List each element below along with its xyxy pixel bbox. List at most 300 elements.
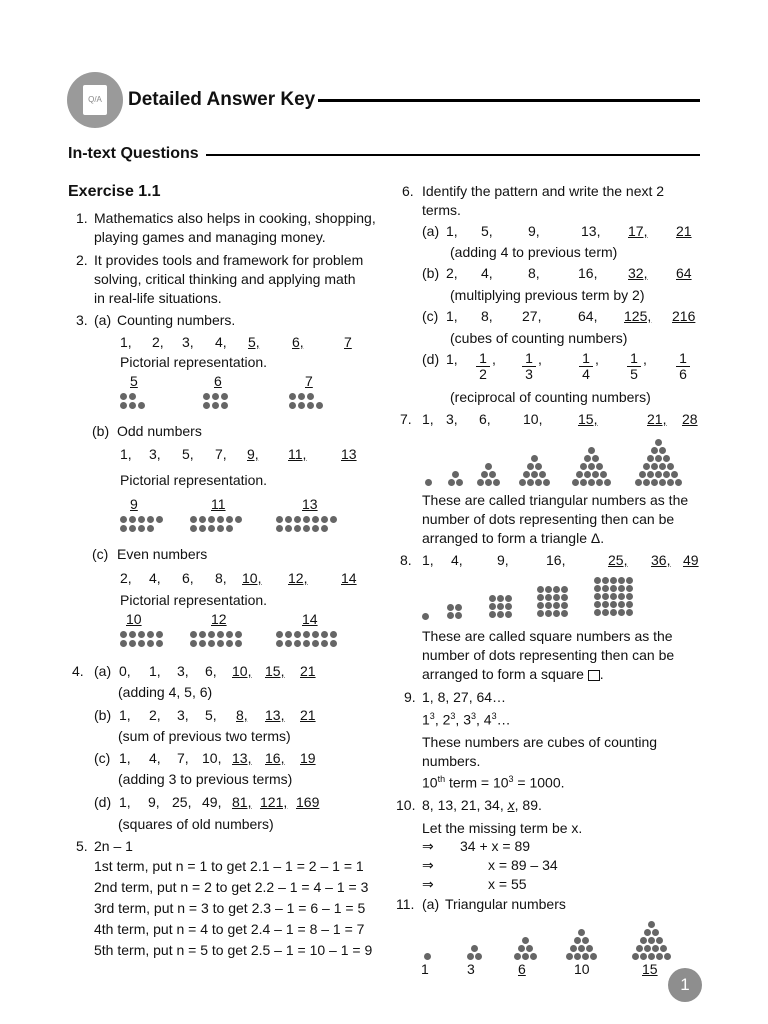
odd-dot — [199, 516, 206, 523]
even-dot — [330, 631, 337, 638]
seq-term: 1, — [120, 446, 132, 462]
seq-term: 4, — [149, 750, 161, 766]
seq-answer: 11, — [288, 446, 307, 462]
exponent: 3 — [429, 711, 435, 721]
square-dot — [505, 595, 512, 602]
counting-dot — [138, 402, 145, 409]
triangular-dot — [604, 479, 611, 486]
seq-term: 16, — [546, 552, 566, 568]
even-dot — [276, 631, 283, 638]
base: 2 — [442, 711, 451, 728]
triangular-dot — [523, 471, 530, 478]
q11-triangular-dot — [514, 953, 521, 960]
seq-term: 4, — [149, 570, 161, 586]
odd-dot — [294, 516, 301, 523]
square-dot — [545, 602, 552, 609]
dot-label: 14 — [302, 611, 318, 627]
seq-term: 2, — [446, 265, 458, 281]
triangular-dot — [592, 471, 599, 478]
q11-triangular-dot — [566, 953, 573, 960]
square-dot — [545, 610, 552, 617]
even-dot — [312, 631, 319, 638]
seq-answer: 17, — [628, 223, 648, 239]
triangular-dot — [635, 479, 642, 486]
square-dot — [618, 609, 625, 616]
dot-label: 5 — [130, 373, 138, 389]
q4-number: 4. — [72, 663, 84, 679]
counting-dot — [120, 402, 127, 409]
fraction-comma: , — [643, 351, 647, 367]
q11-triangular-dot — [574, 953, 581, 960]
square-dot — [489, 611, 496, 618]
triangular-dot — [452, 471, 459, 478]
odd-dot — [129, 516, 136, 523]
even-dot — [120, 631, 127, 638]
q6-line: Identify the pattern and write the next 2 — [422, 183, 665, 199]
seq-term: 0, — [119, 663, 131, 679]
triangular-dot — [588, 463, 595, 470]
seq-answer: 5, — [248, 334, 260, 350]
square-dot — [561, 586, 568, 593]
q11-title: Triangular numbers — [445, 896, 566, 912]
q11-triangular-dot — [518, 945, 525, 952]
q11-triangular-dot — [652, 945, 659, 952]
seq-answer: 6, — [292, 334, 304, 350]
qa-badge — [67, 72, 123, 128]
odd-dot — [303, 525, 310, 532]
seq-answer: 9, — [247, 446, 259, 462]
square-dot — [626, 577, 633, 584]
q11-triangular-dot — [664, 953, 671, 960]
q7-line: arranged to form a triangle Δ. — [422, 530, 605, 546]
odd-dot — [294, 525, 301, 532]
even-dot — [147, 640, 154, 647]
seq-answer: 125, — [624, 308, 652, 324]
seq-term: 8, — [481, 308, 493, 324]
q5-line: 3rd term, put n = 3 to get 2.3 – 1 = 6 – 1 = 5 — [94, 900, 366, 916]
triangular-dot — [663, 471, 670, 478]
q8-line: number of dots representing then can be — [422, 647, 675, 663]
q10-step: x = 55 — [488, 876, 527, 892]
triangular-dot — [485, 463, 492, 470]
triangular-dot — [576, 471, 583, 478]
page-title: Detailed Answer Key — [128, 89, 316, 110]
fraction-comma: , — [492, 351, 496, 367]
square-dot — [602, 609, 609, 616]
q7-number: 7. — [400, 411, 412, 427]
square-dot — [610, 585, 617, 592]
q11-triangular-dot — [582, 953, 589, 960]
odd-dot — [147, 525, 154, 532]
numerator: 1 — [479, 350, 487, 366]
base: 4 — [483, 711, 492, 728]
seq-term: 6, — [479, 411, 491, 427]
counting-dot — [298, 393, 305, 400]
triangular-dot — [485, 479, 492, 486]
square-icon — [588, 670, 600, 681]
triangular-dot — [671, 471, 678, 478]
triangular-dot — [659, 463, 666, 470]
odd-dot — [235, 516, 242, 523]
counting-dot — [316, 402, 323, 409]
counting-dot — [221, 402, 228, 409]
q11-triangular-dot — [644, 929, 651, 936]
pictorial-label: Pictorial representation. — [120, 354, 268, 370]
triangular-dot — [456, 479, 463, 486]
badge-text: Q/A — [88, 95, 102, 104]
odd-dot — [330, 516, 337, 523]
q11-triangular-dot — [640, 953, 647, 960]
q7-line: These are called triangular numbers as the — [422, 492, 689, 508]
even-dot — [199, 640, 206, 647]
odd-dot — [321, 516, 328, 523]
triangular-dot — [659, 447, 666, 454]
triangular-dot — [659, 479, 666, 486]
seq-answer: 15, — [578, 411, 598, 427]
separator: , — [434, 711, 443, 728]
seq-answer: 169 — [296, 794, 320, 810]
numerator: 1 — [630, 350, 638, 366]
triangular-dot — [655, 455, 662, 462]
square-dot — [602, 593, 609, 600]
triangular-dot — [531, 455, 538, 462]
seq-answer: 8, — [236, 707, 248, 723]
seq-term: 1, — [149, 663, 161, 679]
ordinal: th — [437, 774, 446, 784]
q8-line-last — [422, 666, 604, 682]
triangular-dot — [543, 479, 550, 486]
seq-term: 5, — [205, 707, 217, 723]
exponent: 3 — [508, 774, 514, 784]
square-dot — [497, 595, 504, 602]
dot-label: 11 — [211, 496, 226, 512]
fraction — [579, 351, 593, 382]
dot-label: 1 — [421, 961, 429, 977]
q11-triangular-dot — [582, 937, 589, 944]
odd-dot — [285, 525, 292, 532]
denominator: 4 — [579, 366, 593, 382]
even-dot — [235, 640, 242, 647]
odd-dot — [285, 516, 292, 523]
numerator: 1 — [582, 350, 590, 366]
q11-triangular-dot — [578, 929, 585, 936]
even-dot — [321, 640, 328, 647]
q8-period: . — [599, 666, 604, 682]
seq-term: 1, — [119, 794, 131, 810]
square-dot — [489, 603, 496, 610]
implies-icon: ⇒ — [422, 876, 434, 892]
q2-number: 2. — [76, 252, 88, 268]
q10-step: x = 89 – 34 — [488, 857, 558, 873]
square-dot — [626, 601, 633, 608]
q10-seq: 8, 13, 21, 34, — [422, 797, 508, 813]
seq-term: 3, — [149, 446, 161, 462]
q11-triangular-dot — [648, 937, 655, 944]
seq-term: 3, — [446, 411, 458, 427]
seq-note: (cubes of counting numbers) — [450, 330, 628, 346]
square-dot — [505, 611, 512, 618]
even-dot — [217, 631, 224, 638]
denominator: 5 — [627, 366, 641, 382]
q10-line — [422, 797, 542, 813]
q11-triangular-dot — [526, 945, 533, 952]
triangular-dot — [651, 447, 658, 454]
seq-term: 2, — [120, 570, 132, 586]
odd-dot — [276, 516, 283, 523]
seq-term: 10, — [202, 750, 222, 766]
counting-dot — [129, 402, 136, 409]
q3a-title: Counting numbers. — [117, 312, 236, 328]
seq-term: 8, — [528, 265, 540, 281]
triangular-dot — [639, 471, 646, 478]
seq-term: 64, — [578, 308, 598, 324]
odd-dot — [147, 516, 154, 523]
square-dot — [561, 594, 568, 601]
exponent: 3 — [491, 711, 497, 721]
seq-term: 3, — [177, 707, 189, 723]
even-dot — [294, 640, 301, 647]
q11-triangular-dot — [586, 945, 593, 952]
q5-line: 2nd term, put n = 2 to get 2.2 – 1 = 4 – 1 = 3 — [94, 879, 369, 895]
seq-answer: 14 — [341, 570, 357, 586]
triangular-dot — [647, 471, 654, 478]
triangular-dot — [584, 471, 591, 478]
square-dot — [497, 611, 504, 618]
seq-term: 3, — [182, 334, 194, 350]
triangular-dot — [643, 463, 650, 470]
q3c-title: Even numbers — [117, 546, 208, 562]
q11-triangular-dot — [467, 953, 474, 960]
triangular-dot — [584, 455, 591, 462]
q9-line: numbers. — [422, 753, 481, 769]
q9-line: These numbers are cubes of counting — [422, 734, 658, 750]
seq-note: (multiplying previous term by 2) — [450, 287, 645, 303]
square-dot — [537, 594, 544, 601]
seq-term: 10, — [523, 411, 543, 427]
seq-answer: 10, — [242, 570, 262, 586]
counting-dot — [203, 402, 210, 409]
square-dot — [594, 601, 601, 608]
q11-triangular-dot — [424, 953, 431, 960]
odd-dot — [190, 516, 197, 523]
even-dot — [208, 640, 215, 647]
seq-answer: 21, — [647, 411, 667, 427]
q1-line: playing games and managing money. — [94, 229, 326, 245]
odd-dot — [312, 516, 319, 523]
odd-dot — [120, 516, 127, 523]
counting-dot — [289, 393, 296, 400]
triangular-dot — [572, 479, 579, 486]
q11-triangular-dot — [578, 945, 585, 952]
triangular-dot — [655, 471, 662, 478]
q5-line: 4th term, put n = 4 to get 2.4 – 1 = 8 – 1 = 7 — [94, 921, 365, 937]
square-dot — [618, 593, 625, 600]
even-dot — [226, 631, 233, 638]
seq-term: 9, — [528, 223, 540, 239]
dot-label: 15 — [642, 961, 658, 977]
seq-answer: 10, — [232, 663, 252, 679]
q11-triangular-dot — [574, 937, 581, 944]
seq-term: 1, — [446, 223, 458, 239]
odd-dot — [138, 525, 145, 532]
q3a-label: (a) — [94, 312, 112, 328]
triangular-dot — [580, 463, 587, 470]
q3c-label: (c) — [92, 546, 109, 562]
q3b-label: (b) — [92, 423, 110, 439]
q6-number: 6. — [402, 183, 414, 199]
square-dot — [626, 585, 633, 592]
even-dot — [235, 631, 242, 638]
square-dot — [610, 609, 617, 616]
even-dot — [217, 640, 224, 647]
square-dot — [447, 612, 454, 619]
seq-term: 9, — [497, 552, 509, 568]
separator: , — [455, 711, 464, 728]
q11-triangular-dot — [644, 945, 651, 952]
base: 3 — [463, 711, 471, 728]
odd-dot — [129, 525, 136, 532]
even-dot — [120, 640, 127, 647]
triangular-dot — [663, 455, 670, 462]
even-dot — [285, 640, 292, 647]
seq-term: 9, — [148, 794, 160, 810]
square-dot — [602, 577, 609, 584]
square-dot — [602, 601, 609, 608]
q10-seq-end: , 89. — [514, 797, 542, 813]
q11-triangular-dot — [648, 921, 655, 928]
seq-answer: 21 — [300, 663, 316, 679]
seq-answer: 36, — [651, 552, 671, 568]
q11-triangular-dot — [632, 953, 639, 960]
seq-term: 2, — [152, 334, 164, 350]
seq-term: 6, — [205, 663, 217, 679]
q5-line: 1st term, put n = 1 to get 2.1 – 1 = 2 – 1 = 1 — [94, 858, 364, 874]
seq-note: (reciprocal of counting numbers) — [450, 389, 651, 405]
seq-answer: 7 — [344, 334, 352, 350]
numerator: 1 — [679, 350, 687, 366]
q6d-label: (d) — [422, 351, 440, 367]
seq-term: 7, — [215, 446, 227, 462]
triangular-dot — [655, 439, 662, 446]
seq-term: 4, — [481, 265, 493, 281]
q11-triangular-dot — [530, 953, 537, 960]
counting-dot — [221, 393, 228, 400]
seq-answer: 25, — [608, 552, 628, 568]
even-dot — [156, 631, 163, 638]
seq-answer: 21 — [300, 707, 316, 723]
odd-dot — [217, 516, 224, 523]
square-dot — [505, 603, 512, 610]
dot-label: 6 — [214, 373, 222, 389]
seq-answer: 216 — [672, 308, 696, 324]
seq-answer: 13 — [341, 446, 357, 462]
seq-answer: 12, — [288, 570, 308, 586]
even-dot — [190, 631, 197, 638]
dot-label: 10 — [126, 611, 142, 627]
triangular-dot — [425, 479, 432, 486]
q9-cubes — [422, 711, 511, 728]
q1-line: Mathematics also helps in cooking, shopping, — [94, 210, 376, 226]
seq-term: 4, — [451, 552, 463, 568]
counting-dot — [298, 402, 305, 409]
counting-dot — [120, 393, 127, 400]
even-dot — [294, 631, 301, 638]
dot-label: 3 — [467, 961, 475, 977]
even-dot — [276, 640, 283, 647]
q11-triangular-dot — [475, 953, 482, 960]
seq-answer: 13, — [232, 750, 252, 766]
square-dot — [594, 577, 601, 584]
seq-term: 1, — [422, 552, 434, 568]
section-rule — [206, 154, 700, 156]
exponent: 3 — [470, 711, 476, 721]
fraction — [676, 351, 690, 382]
odd-dot — [208, 516, 215, 523]
q11-triangular-dot — [522, 953, 529, 960]
counting-dot — [203, 393, 210, 400]
triangular-dot — [535, 463, 542, 470]
triangular-dot — [580, 479, 587, 486]
title-rule — [318, 99, 700, 102]
square-dot — [545, 594, 552, 601]
q4b-label: (b) — [94, 707, 112, 723]
square-dot — [455, 604, 462, 611]
exercise-title: Exercise 1.1 — [68, 183, 161, 200]
q6a-label: (a) — [422, 223, 440, 239]
even-dot — [129, 631, 136, 638]
seq-answer: 81, — [232, 794, 252, 810]
even-dot — [303, 640, 310, 647]
seq-answer: 21 — [676, 223, 692, 239]
numerator: 1 — [525, 350, 533, 366]
dot-label: 12 — [211, 611, 227, 627]
triangular-dot — [600, 471, 607, 478]
square-dot — [626, 593, 633, 600]
q8-number: 8. — [400, 552, 412, 568]
square-dot — [610, 577, 617, 584]
odd-dot — [120, 525, 127, 532]
q4c-label: (c) — [94, 750, 111, 766]
seq-term: 13, — [581, 223, 601, 239]
dot-label: 6 — [518, 961, 526, 977]
odd-dot — [226, 516, 233, 523]
counting-dot — [307, 402, 314, 409]
square-dot — [497, 603, 504, 610]
triangular-dot — [477, 479, 484, 486]
triangular-dot — [588, 479, 595, 486]
q10-missing: x — [507, 797, 515, 813]
q7-line: number of dots representing then can be — [422, 511, 675, 527]
seq-term: 3, — [177, 663, 189, 679]
q1-number: 1. — [76, 210, 88, 226]
q4a-label: (a) — [94, 663, 112, 679]
square-dot — [537, 586, 544, 593]
odd-dot — [321, 525, 328, 532]
triangular-dot — [531, 471, 538, 478]
triangular-dot — [651, 479, 658, 486]
square-dot — [594, 593, 601, 600]
q3-number: 3. — [76, 312, 88, 328]
seq-term: 6, — [182, 570, 194, 586]
square-dot — [537, 610, 544, 617]
square-dot — [610, 593, 617, 600]
seq-answer: 16, — [265, 750, 285, 766]
even-dot — [303, 631, 310, 638]
seq-term: 4, — [215, 334, 227, 350]
square-dot — [422, 613, 429, 620]
even-dot — [208, 631, 215, 638]
q6-line: terms. — [422, 202, 461, 218]
